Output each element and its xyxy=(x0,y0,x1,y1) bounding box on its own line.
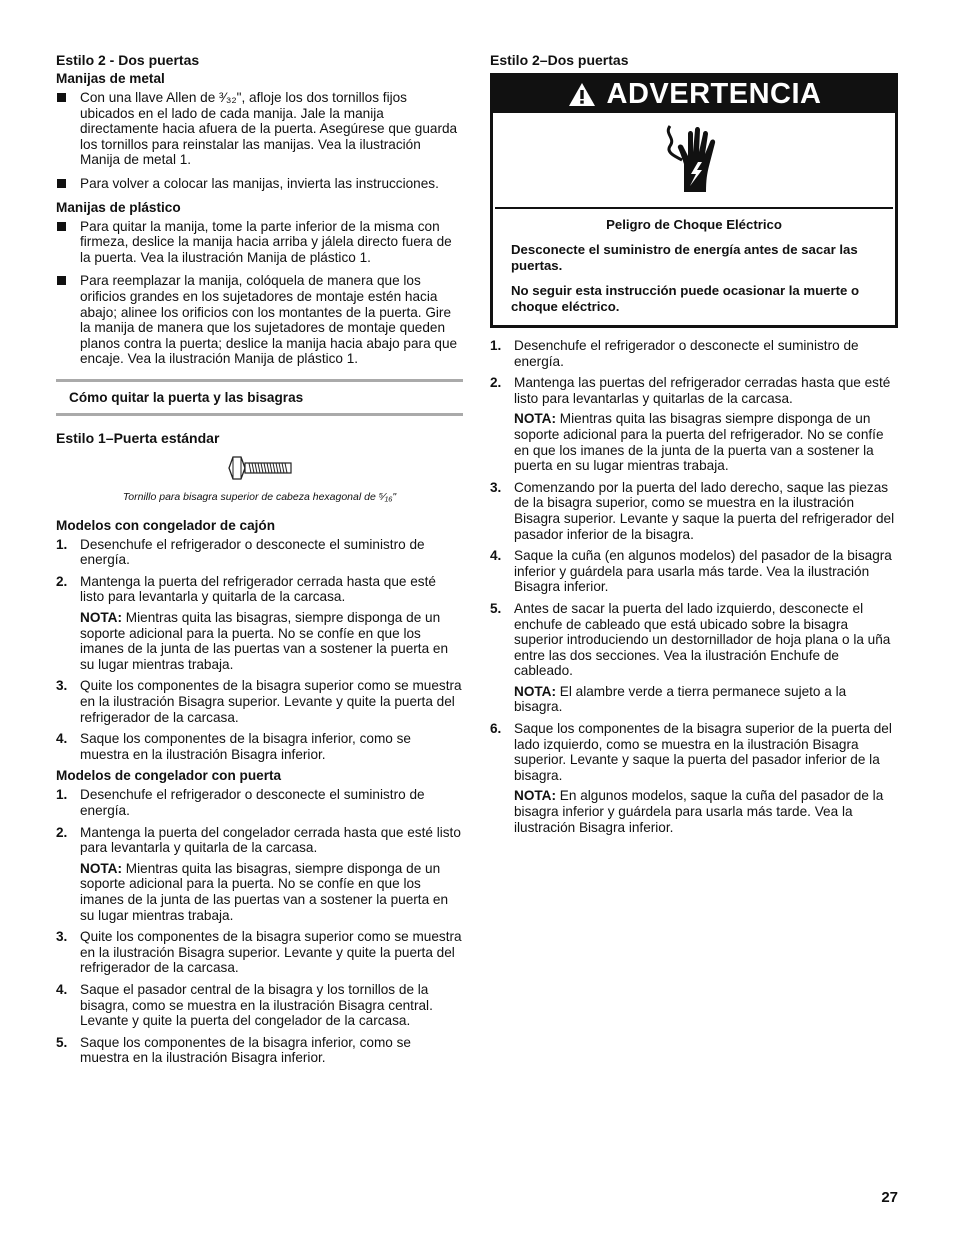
note: NOTA: En algunos modelos, saque la cuña del pasador de la bisagra inferior y guárdela para usarla más tarde. Vea la ilustración Bisagra inferior. xyxy=(514,788,884,835)
warning-text xyxy=(493,209,895,325)
list-item: Para reemplazar la manija, colóquela de manera que los orificios grandes en los sujetadores de montaje estén hacia abajo; alinee los orificios con los montantes de la puerta. Gire la manija de manera que los sujetadores de montaje queden planos contra la puerta; deslice la manija hacia abajo para que encaje. Vea la ilustración Manija de plástico 1. xyxy=(56,273,463,367)
step-item: 3. Quite los componentes de la bisagra superior como se muestra en la ilustración Bisagra superior. Levante y quite la puerta del refrigerador de la carcasa. xyxy=(56,929,462,976)
style2-heading: Estilo 2 - Dos puertas xyxy=(56,52,200,68)
warning-title: ADVERTENCIA xyxy=(606,77,822,110)
step-item: 1. Desenchufe el refrigerador o desconecte el suministro de energía. xyxy=(56,787,425,818)
hex-screw-icon xyxy=(227,455,293,481)
bullet-square-icon xyxy=(57,276,66,285)
step-item: 4. Saque la cuña (en algunos modelos) del pasador de la bisagra inferior y guárdela para usarla más tarde. Vea la ilustración Bisagra inferior. xyxy=(490,548,892,595)
shock-hazard-illustration xyxy=(495,113,893,209)
step-item: 4. Saque los componentes de la bisagra inferior, como se muestra en la ilustración Bisagra inferior. xyxy=(56,731,411,762)
plastic-handles-list xyxy=(56,219,463,367)
note: NOTA: Mientras quita las bisagras siempre disponga de un soporte adicional para la puerta del refrigerador. No se confíe en que los imanes de la junta de la puerta van a sostener la puerta en su lugar mientras trabaja. xyxy=(514,411,884,474)
style1-heading: Estilo 1–Puerta estándar xyxy=(56,429,220,446)
page-number: 27 xyxy=(881,1189,898,1206)
list-item: Con una llave Allen de ³⁄₃₂", afloje los dos tornillos fijos ubicados en el lado de cada manija. Jale la manija directamente hacia afuera de la puerta. Asegúrese que guarda los tornillos para reinstalar las manijas. Vea la ilustración Manija de metal 1. xyxy=(56,90,463,168)
bullet-square-icon xyxy=(57,93,66,102)
metal-handles-list xyxy=(56,90,463,192)
step-item: 2. Mantenga las puertas del refrigerador cerradas hasta que esté listo para levantarlas y quitarlas de la carcasa. NOTA: Mientras quita las bisagras siempre disponga de un soporte adicional para la puerta del refrigerador. No se confíe en que los imanes de la junta de la puerta van a sostener la puerta en su lugar mientras trabaja. xyxy=(490,375,898,474)
step-item: 2. Mantenga la puerta del congelador cerrada hasta que esté listo para levantarla y quitarla de la carcasa. NOTA: Mientras quita las bisagras, siempre disponga de un soporte adicional para la puerta. No se confíe en que los imanes de la junta de las puertas van a sostener la puerta en su lugar mientras trabaja. xyxy=(56,825,463,924)
note: NOTA: El alambre verde a tierra permanece sujeto a la bisagra. xyxy=(514,683,847,715)
warning-header xyxy=(493,76,895,113)
step-item: 6. Saque los componentes de la bisagra superior de la puerta del lado izquierdo, como se muestra en la ilustración Bisagra superior. Levante y saque la puerta del pasador inferior de la bisagra. NOTA: En algunos modelos, saque la cuña del pasador de la bisagra inferior y guárdela para usarla más tarde. Vea la ilustración Bisagra inferior. xyxy=(490,721,898,835)
screw-caption: Tornillo para bisagra superior de cabeza hexagonal de ⁵⁄₁₆" xyxy=(122,491,397,504)
bullet-square-icon xyxy=(57,222,66,231)
note: NOTA: Mientras quita las bisagras, siempre disponga de un soporte adicional para la puerta. No se confíe en que los imanes de la junta de las puertas van a sostener la puerta en su lugar mientras trabaja. xyxy=(80,610,449,672)
metal-handles-heading: Manijas de metal xyxy=(56,71,165,86)
step-item: 3. Quite los componentes de la bisagra superior como se muestra en la ilustración Bisagra superior. Levante y quite la puerta del refrigerador de la carcasa. xyxy=(56,678,462,725)
plastic-handles-heading: Manijas de plástico xyxy=(56,199,181,215)
warning-line-1: Desconecte el suministro de energía antes de sacar las puertas. xyxy=(511,242,858,273)
bullet-square-icon xyxy=(57,179,66,188)
note: NOTA: Mientras quita las bisagras, siempre disponga de un soporte adicional para la puerta. No se confíe en que los imanes de la junta de las puertas van a sostener la puerta en su lugar mientras trabaja. xyxy=(80,860,449,923)
list-item: Para quitar la manija, tome la parte inferior de la misma con firmeza, deslice la manija hacia arriba y jálela directo fuera de la puerta. Vea la ilustración Manija de plástico 1. xyxy=(56,219,463,266)
door-models-heading: Modelos de congelador con puerta xyxy=(56,768,282,784)
right-steps-list xyxy=(490,338,898,835)
step-item: 2. Mantenga la puerta del refrigerador cerrada hasta que esté listo para levantarla y quitarla de la carcasa. NOTA: Mientras quita las bisagras, siempre disponga de un soporte adicional para la puerta. No se confíe en que los imanes de la junta de las puertas van a sostener la puerta en su lugar mientras trabaja. xyxy=(56,574,463,673)
door-steps-list xyxy=(56,787,463,1066)
step-item: 5. Antes de sacar la puerta del lado izquierdo, desconecte el enchufe de cableado que está ubicado sobre la bisagra superior introduciendo un destornillador de hoja plana o la uña entre las dos secciones. Vea la ilustración Enchufe de cableado. NOTA: El alambre verde a tierra permanece sujeto a la bisagra. xyxy=(490,601,898,715)
warning-line-2: No seguir esta instrucción puede ocasionar la muerte o choque eléctrico. xyxy=(511,283,860,314)
list-item: Para volver a colocar las manijas, invierta las instrucciones. xyxy=(56,176,463,192)
left-column xyxy=(56,52,463,1072)
electric-shock-hand-icon xyxy=(662,122,726,198)
step-item: 1. Desenchufe el refrigerador o desconecte el suministro de energía. xyxy=(56,536,425,568)
step-item: 5. Saque los componentes de la bisagra inferior, como se muestra en la ilustración Bisagra inferior. xyxy=(56,1034,411,1066)
warning-box xyxy=(490,73,898,328)
drawer-models-heading: Modelos con congelador de cajón xyxy=(56,517,276,533)
hex-screw-illustration xyxy=(56,455,463,485)
warning-triangle-icon xyxy=(567,81,597,108)
drawer-steps-list xyxy=(56,537,463,763)
step-item: 3. Comenzando por la puerta del lado derecho, saque las piezas de la bisagra superior, como se muestra en la ilustración Bisagra superior. Levante y saque la puerta del refrigerador del pasador inferior de la bisagra. xyxy=(490,479,895,542)
right-column xyxy=(490,52,898,841)
step-item: 4. Saque el pasador central de la bisagra y los tornillos de la bisagra, como se muestra en la ilustración Bisagra central. Levante y quite la puerta del congelador de la carcasa. xyxy=(56,981,433,1029)
hazard-title: Peligro de Choque Eléctrico xyxy=(606,217,782,232)
step-item: 1. Desenchufe el refrigerador o desconecte el suministro de energía. xyxy=(490,338,859,369)
section-title: Cómo quitar la puerta y las bisagras xyxy=(56,379,463,416)
style2-doors-heading: Estilo 2–Dos puertas xyxy=(490,52,629,68)
